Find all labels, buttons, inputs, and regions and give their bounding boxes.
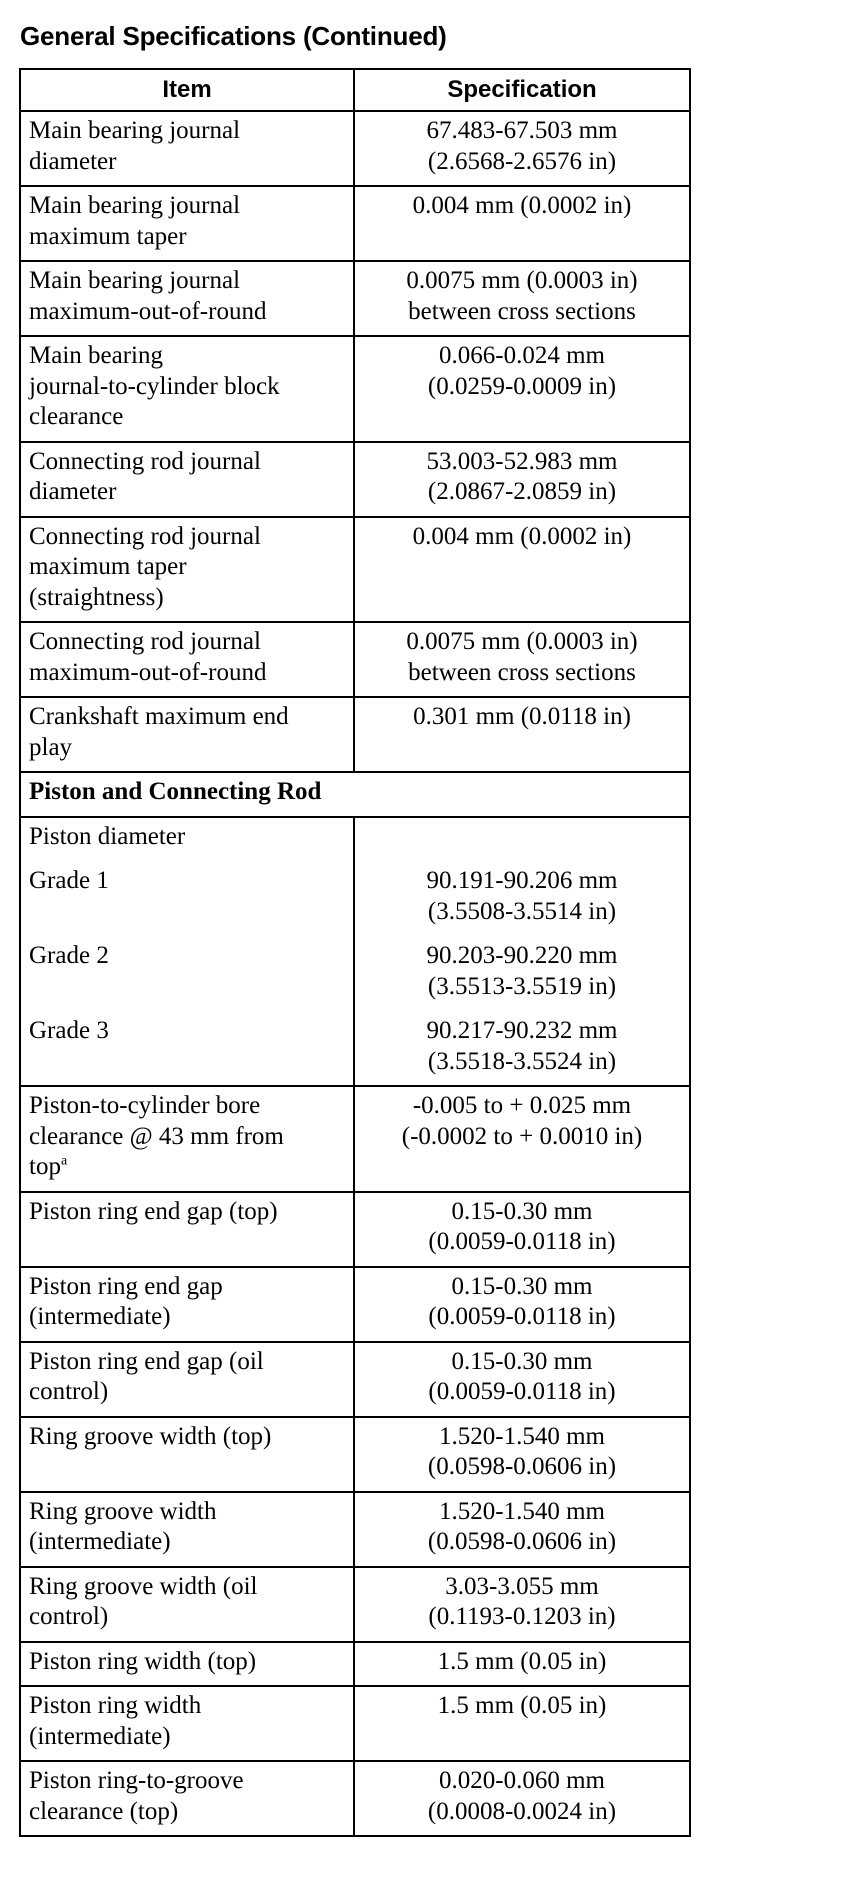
spec-text: 53.003-52.983 mm [426, 447, 618, 475]
spec-text: (0.1193-0.1203 in) [428, 1603, 616, 1630]
spec-cell [354, 697, 690, 772]
grade-label: Grade 2 [29, 942, 109, 969]
table-header-row [20, 69, 690, 111]
spec-cell [354, 1342, 690, 1417]
spec-text: 0.0075 mm (0.0003 in) [406, 628, 638, 655]
table-row [20, 1642, 690, 1687]
spec-text: -0.005 to + 0.025 mm [412, 1092, 632, 1119]
header-item: Item [20, 69, 354, 111]
section-heading: Piston and Connecting Rod [20, 772, 690, 817]
spec-text: between cross sections [408, 297, 636, 325]
table-row [20, 1086, 690, 1192]
item-cell [20, 1267, 354, 1342]
item-text: (intermediate) [29, 1303, 171, 1330]
spec-cell [354, 517, 690, 623]
page-title: General Specifications (Continued) [20, 21, 447, 51]
item-text: maximum-out-of-round [29, 658, 267, 686]
item-text: play [29, 733, 73, 761]
item-text: Piston ring-to-groove [29, 1767, 244, 1794]
spec-cell [354, 1686, 690, 1761]
grade-label: Grade 3 [29, 1017, 109, 1044]
spec-text: (0.0598-0.0606 in) [427, 1528, 617, 1555]
spec-text: 0.004 mm (0.0002 in) [412, 192, 632, 219]
spec-text: 1.520-1.540 mm [439, 1497, 605, 1525]
spec-text: (0.0259-0.0009 in) [427, 372, 617, 400]
item-cell [20, 1192, 354, 1267]
item-text: Connecting rod journal [29, 522, 261, 550]
table-row [20, 1192, 690, 1267]
footnote-marker: a [60, 1153, 68, 1169]
item-text: Main bearing journal [29, 192, 241, 219]
item-cell [20, 442, 354, 517]
spec-cell [354, 186, 690, 261]
spec-text: 0.066-0.024 mm [439, 342, 605, 369]
item-cell [20, 1417, 354, 1492]
spec-text: 0.020-0.060 mm [439, 1767, 605, 1794]
spec-text: 90.203-90.220 mm [426, 942, 618, 969]
spec-text: 0.15-0.30 mm [451, 1347, 593, 1375]
spec-text: (0.0598-0.0606 in) [427, 1453, 617, 1480]
item-text: diameter [29, 147, 117, 175]
spec-text: (3.5508-3.5514 in) [427, 897, 617, 925]
item-text: Main bearing [29, 342, 163, 369]
item-text: Main bearing journal [29, 117, 241, 144]
spec-text: (0.0059-0.0118 in) [428, 1303, 616, 1330]
spec-cell [354, 336, 690, 442]
item-text: (straightness) [29, 583, 164, 611]
item-text: Piston-to-cylinder bore [29, 1092, 261, 1119]
spec-text: 1.5 mm (0.05 in) [437, 1692, 607, 1719]
spec-cell [354, 1492, 690, 1567]
item-text: maximum taper [29, 553, 187, 580]
table-row [20, 1761, 690, 1836]
table-row [20, 1417, 690, 1492]
spec-text: (2.0867-2.0859 in) [427, 478, 617, 505]
spec-text: 90.217-90.232 mm [426, 1017, 618, 1044]
spec-cell [354, 261, 690, 336]
item-cell [20, 1761, 354, 1836]
item-cell [20, 186, 354, 261]
item-text: Ring groove width [29, 1497, 217, 1525]
spec-cell [354, 442, 690, 517]
spec-text: between cross sections [408, 658, 636, 686]
spec-text: 0.0075 mm (0.0003 in) [406, 267, 638, 294]
item-cell [20, 1342, 354, 1417]
item-text: control) [29, 1603, 109, 1630]
table-row [20, 1342, 690, 1417]
table-row [20, 1686, 690, 1761]
spec-cell [354, 1267, 690, 1342]
item-text: Ring groove width (oil [29, 1572, 258, 1600]
item-cell [20, 336, 354, 442]
item-cell [20, 697, 354, 772]
item-text: (intermediate) [29, 1528, 171, 1555]
item-cell [20, 817, 354, 1087]
item-text: Piston ring width [29, 1692, 202, 1719]
spec-text: 0.004 mm (0.0002 in) [412, 522, 632, 550]
spec-cell [354, 111, 690, 186]
item-text: clearance @ 43 mm from [29, 1122, 284, 1150]
table-row [20, 1267, 690, 1342]
item-text: clearance [29, 403, 124, 430]
table-row [20, 1492, 690, 1567]
spec-text: (-0.0002 to + 0.0010 in) [401, 1122, 643, 1150]
item-text: Crankshaft maximum end [29, 703, 289, 730]
table-row [20, 1567, 690, 1642]
spec-cell [354, 1086, 690, 1192]
item-cell [20, 1492, 354, 1567]
table-row [20, 697, 690, 772]
item-text: journal-to-cylinder block [29, 372, 280, 400]
table-row [20, 261, 690, 336]
item-text: (intermediate) [29, 1722, 171, 1750]
table-row [20, 186, 690, 261]
spec-text: 90.191-90.206 mm [426, 867, 618, 894]
table-row [20, 517, 690, 623]
specifications-table [19, 68, 691, 1837]
item-text: clearance (top) [29, 1797, 179, 1825]
item-cell [20, 517, 354, 623]
item-cell [20, 261, 354, 336]
item-text: Ring groove width (top) [29, 1422, 272, 1450]
item-text: maximum-out-of-round [29, 297, 267, 325]
table-row [20, 817, 690, 1087]
spec-text: (0.0059-0.0118 in) [428, 1378, 616, 1405]
item-cell [20, 1642, 354, 1687]
spec-text: (3.5518-3.5524 in) [427, 1047, 617, 1075]
item-text: Piston diameter [29, 822, 186, 850]
spec-text: 0.15-0.30 mm [451, 1272, 593, 1300]
item-cell [20, 622, 354, 697]
item-cell [20, 111, 354, 186]
table-row [20, 442, 690, 517]
item-text: Piston ring end gap [29, 1272, 223, 1300]
item-cell [20, 1086, 354, 1192]
item-text: diameter [29, 478, 117, 505]
table-row [20, 336, 690, 442]
item-text: control) [29, 1378, 109, 1405]
header-specification: Specification [354, 69, 690, 111]
spec-text: 1.520-1.540 mm [439, 1422, 605, 1450]
spec-cell [354, 1192, 690, 1267]
spec-cell [354, 1567, 690, 1642]
item-text: Connecting rod journal [29, 628, 261, 655]
spec-cell [354, 1642, 690, 1687]
spec-text: 1.5 mm (0.05 in) [437, 1647, 607, 1675]
spec-text: (0.0008-0.0024 in) [427, 1797, 617, 1825]
spec-text: (0.0059-0.0118 in) [428, 1228, 616, 1255]
item-text: Piston ring width (top) [29, 1647, 257, 1675]
item-text: top [29, 1153, 61, 1180]
spec-text: (2.6568-2.6576 in) [427, 147, 617, 175]
spec-text: 67.483-67.503 mm [426, 117, 618, 144]
item-text: Main bearing journal [29, 267, 241, 294]
item-text: Connecting rod journal [29, 447, 261, 475]
spec-text: 0.301 mm (0.0118 in) [413, 703, 631, 730]
spec-cell [354, 1761, 690, 1836]
spec-text: (3.5513-3.5519 in) [427, 972, 617, 1000]
section-row [20, 772, 690, 817]
spec-text: 0.15-0.30 mm [451, 1197, 593, 1225]
item-text: Piston ring end gap (oil [29, 1347, 264, 1375]
spec-cell [354, 622, 690, 697]
item-text: Piston ring end gap (top) [29, 1197, 278, 1225]
spec-cell [354, 817, 690, 1087]
item-cell [20, 1567, 354, 1642]
spec-cell [354, 1417, 690, 1492]
spec-text: 3.03-3.055 mm [445, 1572, 599, 1600]
grade-label: Grade 1 [29, 867, 109, 894]
table-row [20, 622, 690, 697]
item-text: maximum taper [29, 222, 187, 250]
table-row [20, 111, 690, 186]
item-cell [20, 1686, 354, 1761]
